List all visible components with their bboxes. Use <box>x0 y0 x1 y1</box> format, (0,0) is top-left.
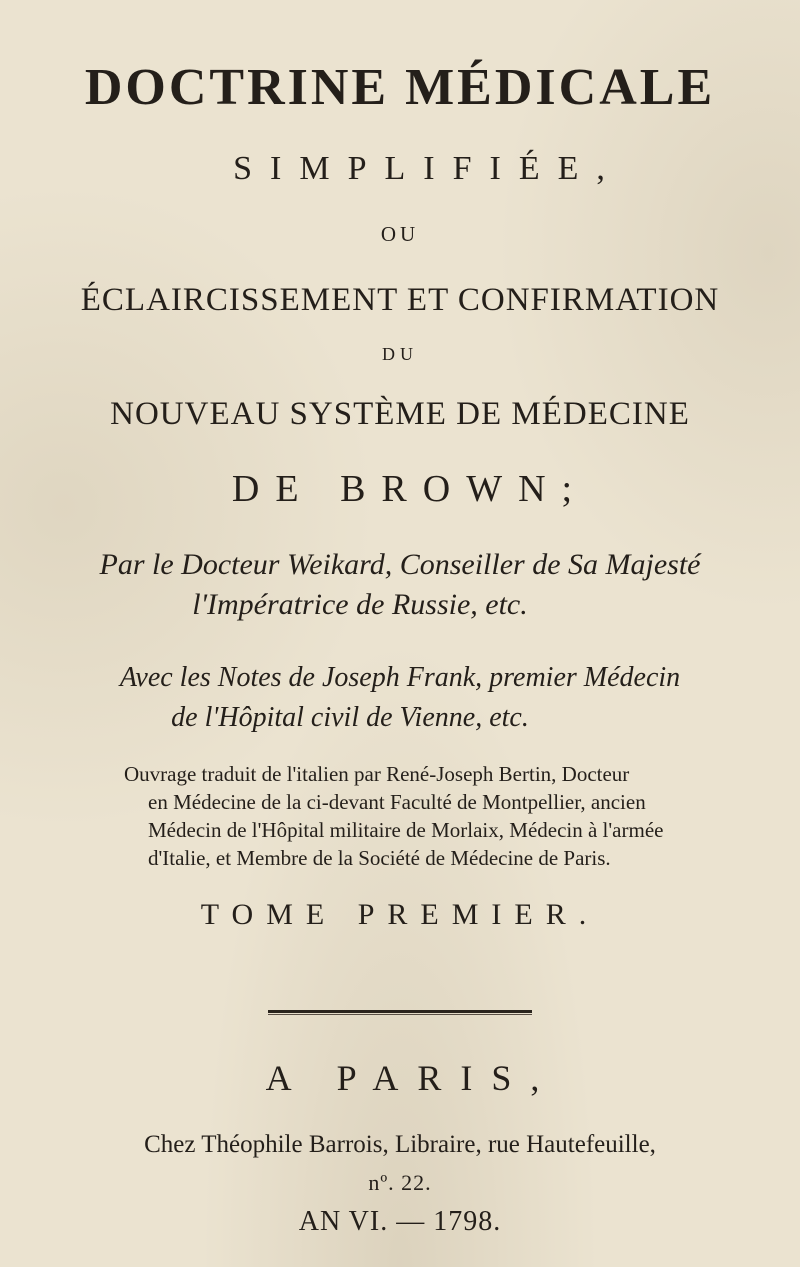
imprint-number: nº. 22. <box>368 1170 432 1195</box>
notes-line-2: de l'Hôpital civil de Vienne, etc. <box>171 702 529 733</box>
author-line-1: Par le Docteur Weikard, Conseiller de Sa Majesté <box>99 548 701 581</box>
subtitle-eclaircissement: ÉCLAIRCISSEMENT ET CONFIRMATION <box>80 282 720 318</box>
author-line-2: l'Impératrice de Russie, etc. <box>192 588 528 621</box>
translation-line-4: d'Italie, et Membre de la Société de Médecine de Paris. <box>148 846 611 870</box>
translation-line-3: Médecin de l'Hôpital militaire de Morlaix, Médecin à l'armée <box>148 818 664 842</box>
volume-label: TOME PREMIER. <box>200 898 600 931</box>
divider-rule <box>268 1010 532 1013</box>
subtitle-brown: DE BROWN; <box>231 468 589 510</box>
subtitle-nouveau-systeme: NOUVEAU SYSTÈME DE MÉDECINE <box>110 396 690 432</box>
imprint-publisher: Chez Théophile Barrois, Libraire, rue Hautefeuille, <box>144 1131 656 1158</box>
main-title: DOCTRINE MÉDICALE <box>84 59 716 116</box>
translation-line-1: Ouvrage traduit de l'italien par René-Joseph Bertin, Docteur <box>124 762 630 786</box>
translation-line-2: en Médecine de la ci-devant Faculté de Montpellier, ancien <box>148 790 646 814</box>
subtitle-simplifiee: SIMPLIFIÉE, <box>233 150 623 187</box>
conjunction-ou: OU <box>380 222 420 246</box>
preposition-du: DU <box>382 344 418 364</box>
imprint-city: A PARIS, <box>265 1058 559 1098</box>
imprint-date: AN VI. — 1798. <box>298 1206 502 1237</box>
divider-rule-fine <box>268 1014 532 1015</box>
notes-line-1: Avec les Notes de Joseph Frank, premier Médecin <box>119 662 681 693</box>
